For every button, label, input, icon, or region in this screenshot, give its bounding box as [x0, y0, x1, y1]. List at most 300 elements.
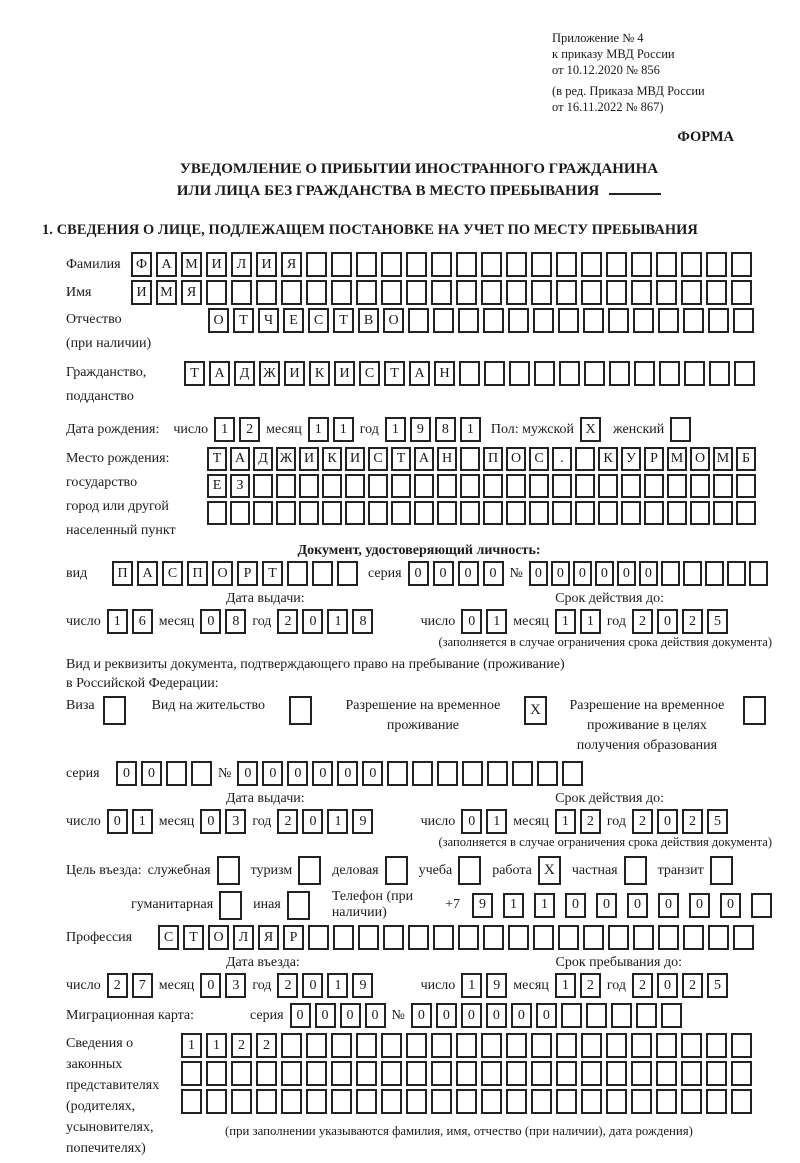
form-cell[interactable]: И: [284, 361, 305, 386]
form-cell[interactable]: [483, 474, 503, 498]
form-cell[interactable]: [414, 474, 434, 498]
form-cell[interactable]: [281, 280, 302, 305]
form-cell[interactable]: 2: [580, 809, 601, 834]
form-cell[interactable]: [531, 1089, 552, 1114]
form-cell[interactable]: Ж: [276, 447, 296, 471]
form-cell[interactable]: [713, 501, 733, 525]
form-cell[interactable]: [656, 280, 677, 305]
form-cell[interactable]: 0: [302, 609, 323, 634]
form-cell[interactable]: 0: [200, 609, 221, 634]
form-cell[interactable]: М: [181, 252, 202, 277]
form-cell[interactable]: [207, 501, 227, 525]
form-cell[interactable]: [667, 474, 687, 498]
form-cell[interactable]: 0: [302, 973, 323, 998]
form-cell[interactable]: 8: [225, 609, 246, 634]
form-cell[interactable]: [586, 1003, 607, 1028]
form-cell[interactable]: [181, 1061, 202, 1086]
form-cell[interactable]: [556, 1061, 577, 1086]
form-cell[interactable]: 2: [682, 809, 703, 834]
form-cell[interactable]: [706, 1061, 727, 1086]
form-cell[interactable]: [633, 308, 654, 333]
form-cell[interactable]: [433, 925, 454, 950]
form-cell[interactable]: [608, 308, 629, 333]
form-cell[interactable]: [611, 1003, 632, 1028]
form-cell[interactable]: [412, 761, 433, 786]
form-cell[interactable]: 2: [632, 973, 653, 998]
form-cell[interactable]: М: [713, 447, 733, 471]
form-cell[interactable]: [459, 361, 480, 386]
form-cell[interactable]: [406, 1033, 427, 1058]
form-cell[interactable]: 0: [200, 973, 221, 998]
form-cell[interactable]: [391, 474, 411, 498]
form-cell[interactable]: 8: [435, 417, 456, 442]
form-cell[interactable]: 0: [573, 561, 592, 586]
form-cell[interactable]: [609, 361, 630, 386]
form-cell[interactable]: [312, 561, 333, 586]
form-cell[interactable]: [529, 501, 549, 525]
form-cell[interactable]: [484, 361, 505, 386]
form-cell[interactable]: [431, 1089, 452, 1114]
form-cell[interactable]: [381, 1089, 402, 1114]
form-cell[interactable]: [456, 1061, 477, 1086]
form-cell[interactable]: [552, 474, 572, 498]
form-cell[interactable]: [749, 561, 768, 586]
form-cell[interactable]: 0: [689, 893, 710, 918]
form-cell[interactable]: 1: [460, 417, 481, 442]
form-cell[interactable]: [506, 474, 526, 498]
form-cell[interactable]: [751, 893, 772, 918]
form-cell[interactable]: 0: [262, 761, 283, 786]
form-cell[interactable]: 0: [302, 809, 323, 834]
form-cell[interactable]: [562, 761, 583, 786]
form-cell[interactable]: [634, 361, 655, 386]
form-cell[interactable]: [558, 925, 579, 950]
form-cell[interactable]: 2: [277, 973, 298, 998]
checkbox-cell[interactable]: X: [538, 856, 561, 885]
form-cell[interactable]: 0: [365, 1003, 386, 1028]
form-cell[interactable]: [575, 501, 595, 525]
form-cell[interactable]: 1: [461, 973, 482, 998]
form-cell[interactable]: [331, 1089, 352, 1114]
form-cell[interactable]: [406, 1089, 427, 1114]
form-cell[interactable]: [460, 501, 480, 525]
form-cell[interactable]: М: [156, 280, 177, 305]
form-cell[interactable]: [706, 252, 727, 277]
form-cell[interactable]: [581, 1033, 602, 1058]
form-cell[interactable]: Т: [184, 361, 205, 386]
form-cell[interactable]: 1: [486, 809, 507, 834]
form-cell[interactable]: А: [156, 252, 177, 277]
checkbox-cell[interactable]: X: [524, 696, 547, 725]
form-cell[interactable]: [458, 308, 479, 333]
form-cell[interactable]: [659, 361, 680, 386]
form-cell[interactable]: 0: [141, 761, 162, 786]
form-cell[interactable]: [556, 280, 577, 305]
form-cell[interactable]: 0: [617, 561, 636, 586]
form-cell[interactable]: [556, 1033, 577, 1058]
form-cell[interactable]: [731, 252, 752, 277]
form-cell[interactable]: [681, 1061, 702, 1086]
form-cell[interactable]: [481, 1061, 502, 1086]
form-cell[interactable]: [708, 308, 729, 333]
form-cell[interactable]: [658, 925, 679, 950]
form-cell[interactable]: К: [322, 447, 342, 471]
form-cell[interactable]: 1: [385, 417, 406, 442]
checkbox-cell[interactable]: [217, 856, 240, 885]
form-cell[interactable]: 0: [511, 1003, 532, 1028]
form-cell[interactable]: [458, 925, 479, 950]
form-cell[interactable]: 1: [327, 809, 348, 834]
form-cell[interactable]: О: [208, 308, 229, 333]
form-cell[interactable]: [356, 1089, 377, 1114]
form-cell[interactable]: [456, 1089, 477, 1114]
form-cell[interactable]: 6: [132, 609, 153, 634]
form-cell[interactable]: С: [158, 925, 179, 950]
form-cell[interactable]: [487, 761, 508, 786]
form-cell[interactable]: [727, 561, 746, 586]
form-cell[interactable]: [331, 280, 352, 305]
form-cell[interactable]: [181, 1089, 202, 1114]
form-cell[interactable]: [636, 1003, 657, 1028]
form-cell[interactable]: [631, 280, 652, 305]
form-cell[interactable]: [506, 1061, 527, 1086]
form-cell[interactable]: [308, 925, 329, 950]
form-cell[interactable]: [561, 1003, 582, 1028]
form-cell[interactable]: 1: [555, 973, 576, 998]
checkbox-cell[interactable]: [287, 891, 310, 920]
form-cell[interactable]: Т: [391, 447, 411, 471]
form-cell[interactable]: И: [206, 252, 227, 277]
form-cell[interactable]: А: [230, 447, 250, 471]
form-cell[interactable]: 9: [410, 417, 431, 442]
form-cell[interactable]: [387, 761, 408, 786]
form-cell[interactable]: 2: [256, 1033, 277, 1058]
form-cell[interactable]: [581, 252, 602, 277]
form-cell[interactable]: [481, 1033, 502, 1058]
form-cell[interactable]: [381, 1061, 402, 1086]
form-cell[interactable]: 0: [565, 893, 586, 918]
form-cell[interactable]: [481, 252, 502, 277]
form-cell[interactable]: [483, 925, 504, 950]
form-cell[interactable]: А: [209, 361, 230, 386]
form-cell[interactable]: [230, 501, 250, 525]
form-cell[interactable]: [558, 308, 579, 333]
form-cell[interactable]: [437, 761, 458, 786]
form-cell[interactable]: [581, 280, 602, 305]
form-cell[interactable]: [191, 761, 212, 786]
form-cell[interactable]: [606, 1061, 627, 1086]
form-cell[interactable]: 2: [231, 1033, 252, 1058]
form-cell[interactable]: [287, 561, 308, 586]
form-cell[interactable]: 5: [707, 809, 728, 834]
form-cell[interactable]: [706, 1089, 727, 1114]
form-cell[interactable]: Т: [262, 561, 283, 586]
form-cell[interactable]: [656, 252, 677, 277]
checkbox-cell[interactable]: [219, 891, 242, 920]
form-cell[interactable]: [531, 1061, 552, 1086]
form-cell[interactable]: [529, 474, 549, 498]
form-cell[interactable]: [253, 474, 273, 498]
form-cell[interactable]: [534, 361, 555, 386]
form-cell[interactable]: 0: [436, 1003, 457, 1028]
form-cell[interactable]: Т: [384, 361, 405, 386]
form-cell[interactable]: [731, 280, 752, 305]
form-cell[interactable]: [437, 501, 457, 525]
form-cell[interactable]: Ф: [131, 252, 152, 277]
form-cell[interactable]: П: [483, 447, 503, 471]
form-cell[interactable]: [206, 1089, 227, 1114]
form-cell[interactable]: 5: [707, 973, 728, 998]
form-cell[interactable]: [708, 925, 729, 950]
form-cell[interactable]: [733, 308, 754, 333]
form-cell[interactable]: 1: [503, 893, 524, 918]
form-cell[interactable]: В: [358, 308, 379, 333]
form-cell[interactable]: [406, 280, 427, 305]
form-cell[interactable]: Д: [234, 361, 255, 386]
form-cell[interactable]: [621, 474, 641, 498]
form-cell[interactable]: [431, 280, 452, 305]
form-cell[interactable]: 0: [639, 561, 658, 586]
form-cell[interactable]: [331, 1033, 352, 1058]
form-cell[interactable]: 0: [287, 761, 308, 786]
form-cell[interactable]: И: [345, 447, 365, 471]
form-cell[interactable]: [556, 252, 577, 277]
form-cell[interactable]: [584, 361, 605, 386]
form-cell[interactable]: [581, 1089, 602, 1114]
form-cell[interactable]: [683, 561, 702, 586]
form-cell[interactable]: [281, 1089, 302, 1114]
form-cell[interactable]: 9: [352, 973, 373, 998]
form-cell[interactable]: У: [621, 447, 641, 471]
form-cell[interactable]: Р: [283, 925, 304, 950]
form-cell[interactable]: 1: [206, 1033, 227, 1058]
form-cell[interactable]: 1: [555, 609, 576, 634]
form-cell[interactable]: [681, 1089, 702, 1114]
form-cell[interactable]: [345, 501, 365, 525]
form-cell[interactable]: [306, 280, 327, 305]
form-cell[interactable]: [408, 308, 429, 333]
form-cell[interactable]: А: [414, 447, 434, 471]
form-cell[interactable]: Т: [233, 308, 254, 333]
form-cell[interactable]: 0: [411, 1003, 432, 1028]
checkbox-cell[interactable]: [298, 856, 321, 885]
form-cell[interactable]: [381, 280, 402, 305]
form-cell[interactable]: [606, 252, 627, 277]
form-cell[interactable]: [456, 1033, 477, 1058]
form-cell[interactable]: [431, 252, 452, 277]
form-cell[interactable]: [358, 925, 379, 950]
form-cell[interactable]: [256, 280, 277, 305]
form-cell[interactable]: [656, 1089, 677, 1114]
form-cell[interactable]: [256, 1089, 277, 1114]
form-cell[interactable]: [683, 925, 704, 950]
form-cell[interactable]: 1: [534, 893, 555, 918]
checkbox-cell[interactable]: [289, 696, 312, 725]
form-cell[interactable]: 1: [107, 609, 128, 634]
form-cell[interactable]: 0: [486, 1003, 507, 1028]
form-cell[interactable]: [713, 474, 733, 498]
form-cell[interactable]: 2: [239, 417, 260, 442]
form-cell[interactable]: С: [308, 308, 329, 333]
form-cell[interactable]: А: [409, 361, 430, 386]
form-cell[interactable]: [506, 501, 526, 525]
form-cell[interactable]: Е: [283, 308, 304, 333]
form-cell[interactable]: Н: [434, 361, 455, 386]
form-cell[interactable]: [531, 1033, 552, 1058]
form-cell[interactable]: [253, 501, 273, 525]
form-cell[interactable]: 0: [337, 761, 358, 786]
form-cell[interactable]: И: [299, 447, 319, 471]
form-cell[interactable]: 0: [657, 809, 678, 834]
form-cell[interactable]: [431, 1061, 452, 1086]
form-cell[interactable]: 0: [461, 809, 482, 834]
form-cell[interactable]: И: [334, 361, 355, 386]
form-cell[interactable]: 0: [657, 973, 678, 998]
form-cell[interactable]: 2: [632, 609, 653, 634]
form-cell[interactable]: [631, 1089, 652, 1114]
form-cell[interactable]: .: [552, 447, 572, 471]
form-cell[interactable]: [299, 474, 319, 498]
form-cell[interactable]: 2: [682, 973, 703, 998]
form-cell[interactable]: [506, 1089, 527, 1114]
form-cell[interactable]: 1: [214, 417, 235, 442]
form-cell[interactable]: Л: [233, 925, 254, 950]
form-cell[interactable]: 0: [595, 561, 614, 586]
form-cell[interactable]: [731, 1061, 752, 1086]
form-cell[interactable]: Р: [644, 447, 664, 471]
form-cell[interactable]: [656, 1033, 677, 1058]
form-cell[interactable]: [508, 925, 529, 950]
form-cell[interactable]: 0: [362, 761, 383, 786]
form-cell[interactable]: [509, 361, 530, 386]
form-cell[interactable]: Ч: [258, 308, 279, 333]
form-cell[interactable]: 0: [461, 609, 482, 634]
form-cell[interactable]: [231, 280, 252, 305]
form-cell[interactable]: 1: [555, 809, 576, 834]
form-cell[interactable]: П: [112, 561, 133, 586]
form-cell[interactable]: [621, 501, 641, 525]
form-cell[interactable]: [631, 252, 652, 277]
form-cell[interactable]: [356, 252, 377, 277]
form-cell[interactable]: 0: [536, 1003, 557, 1028]
form-cell[interactable]: Т: [333, 308, 354, 333]
form-cell[interactable]: [460, 447, 480, 471]
form-cell[interactable]: 0: [483, 561, 504, 586]
form-cell[interactable]: 0: [529, 561, 548, 586]
form-cell[interactable]: [667, 501, 687, 525]
checkbox-cell[interactable]: [385, 856, 408, 885]
form-cell[interactable]: [606, 280, 627, 305]
form-cell[interactable]: 0: [657, 609, 678, 634]
form-cell[interactable]: [598, 501, 618, 525]
form-cell[interactable]: [331, 1061, 352, 1086]
form-cell[interactable]: [483, 308, 504, 333]
form-cell[interactable]: [481, 280, 502, 305]
form-cell[interactable]: 0: [340, 1003, 361, 1028]
form-cell[interactable]: 0: [551, 561, 570, 586]
form-cell[interactable]: [606, 1089, 627, 1114]
form-cell[interactable]: [608, 925, 629, 950]
form-cell[interactable]: [556, 1089, 577, 1114]
form-cell[interactable]: 0: [720, 893, 741, 918]
form-cell[interactable]: [276, 474, 296, 498]
form-cell[interactable]: 0: [116, 761, 137, 786]
form-cell[interactable]: 0: [627, 893, 648, 918]
form-cell[interactable]: О: [212, 561, 233, 586]
form-cell[interactable]: 1: [308, 417, 329, 442]
form-cell[interactable]: [281, 1061, 302, 1086]
form-cell[interactable]: [733, 925, 754, 950]
form-cell[interactable]: [736, 474, 756, 498]
form-cell[interactable]: К: [309, 361, 330, 386]
form-cell[interactable]: [681, 1033, 702, 1058]
form-cell[interactable]: [690, 474, 710, 498]
form-cell[interactable]: П: [187, 561, 208, 586]
form-cell[interactable]: [299, 501, 319, 525]
form-cell[interactable]: [406, 1061, 427, 1086]
form-cell[interactable]: 0: [315, 1003, 336, 1028]
form-cell[interactable]: О: [383, 308, 404, 333]
form-cell[interactable]: 1: [580, 609, 601, 634]
checkbox-cell[interactable]: [103, 696, 126, 725]
form-cell[interactable]: С: [162, 561, 183, 586]
form-cell[interactable]: [368, 501, 388, 525]
form-cell[interactable]: 0: [461, 1003, 482, 1028]
form-cell[interactable]: [575, 447, 595, 471]
form-cell[interactable]: [658, 308, 679, 333]
form-cell[interactable]: 8: [352, 609, 373, 634]
form-cell[interactable]: С: [529, 447, 549, 471]
form-cell[interactable]: [681, 280, 702, 305]
form-cell[interactable]: [506, 252, 527, 277]
form-cell[interactable]: А: [137, 561, 158, 586]
form-cell[interactable]: 1: [327, 609, 348, 634]
form-cell[interactable]: [431, 1033, 452, 1058]
form-cell[interactable]: 3: [225, 809, 246, 834]
form-cell[interactable]: [575, 474, 595, 498]
form-cell[interactable]: [683, 308, 704, 333]
form-cell[interactable]: [506, 280, 527, 305]
form-cell[interactable]: [281, 1033, 302, 1058]
form-cell[interactable]: [552, 501, 572, 525]
form-cell[interactable]: X: [580, 417, 601, 442]
form-cell[interactable]: [481, 1089, 502, 1114]
form-cell[interactable]: 5: [707, 609, 728, 634]
checkbox-cell[interactable]: [743, 696, 766, 725]
form-cell[interactable]: [705, 561, 724, 586]
form-cell[interactable]: 1: [181, 1033, 202, 1058]
form-cell[interactable]: [331, 252, 352, 277]
form-cell[interactable]: [381, 1033, 402, 1058]
form-cell[interactable]: [333, 925, 354, 950]
form-cell[interactable]: [506, 1033, 527, 1058]
form-cell[interactable]: 0: [107, 809, 128, 834]
form-cell[interactable]: И: [131, 280, 152, 305]
form-cell[interactable]: К: [598, 447, 618, 471]
form-cell[interactable]: [462, 761, 483, 786]
form-cell[interactable]: Е: [207, 474, 227, 498]
form-cell[interactable]: Р: [237, 561, 258, 586]
form-cell[interactable]: [531, 280, 552, 305]
form-cell[interactable]: [581, 1061, 602, 1086]
form-cell[interactable]: 0: [290, 1003, 311, 1028]
form-cell[interactable]: 1: [486, 609, 507, 634]
form-cell[interactable]: [598, 474, 618, 498]
form-cell[interactable]: [656, 1061, 677, 1086]
form-cell[interactable]: О: [506, 447, 526, 471]
form-cell[interactable]: 0: [658, 893, 679, 918]
form-cell[interactable]: [345, 474, 365, 498]
